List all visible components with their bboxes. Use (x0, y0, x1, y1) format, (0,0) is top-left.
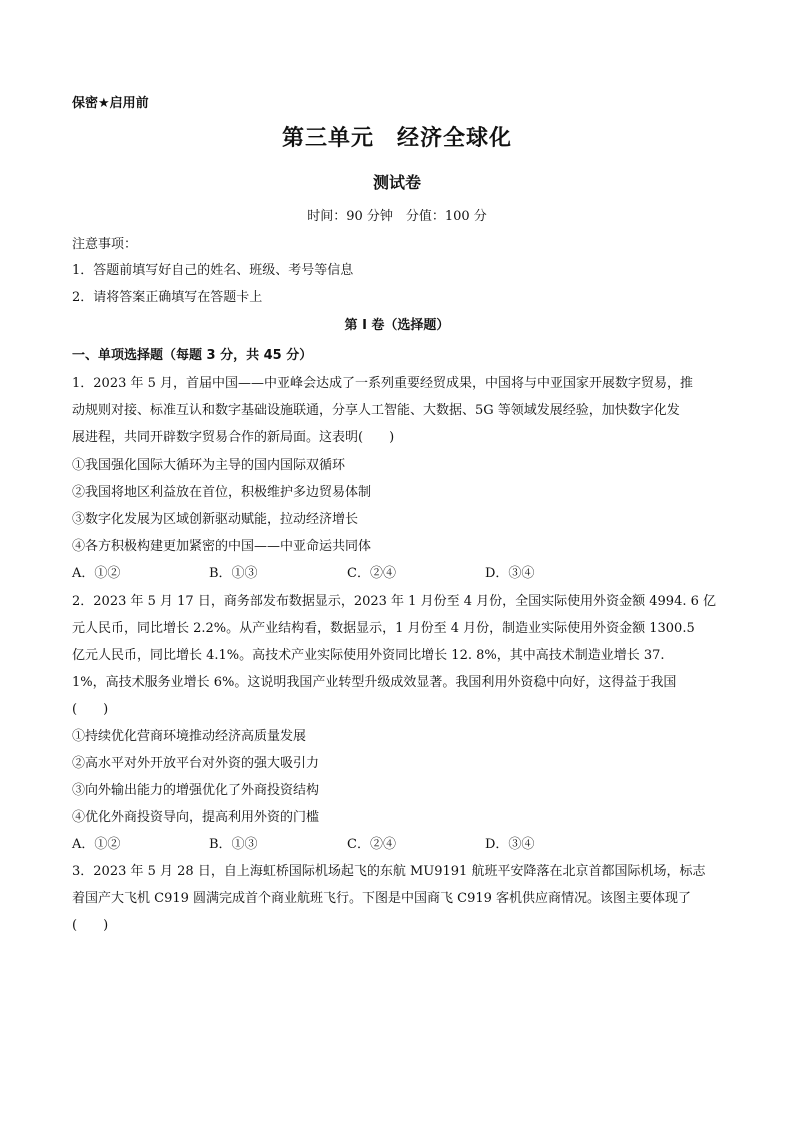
statement: ③向外输出能力的增强优化了外商投资结构 (72, 783, 320, 798)
option-b: B．①③ (209, 837, 258, 852)
statement: ①我国强化国际大循环为主导的国内国际双循环 (72, 458, 346, 473)
question-text-line: 2．2023 年 5 月 17 日，商务部发布数据显示，2023 年 1 月份至 4 月份，全国实际使用外资金额 4994. 6 亿 (72, 594, 717, 609)
option-a: A．①② (72, 566, 121, 581)
question-text-line: 元人民币，同比增长 2.2%。从产业结构看，数据显示，1 月份至 4 月份，制造业实际使用外资金额 1300.5 (72, 621, 695, 636)
option-c: C．②④ (347, 837, 396, 852)
option-c: C．②④ (347, 566, 396, 581)
statement: ②高水平对外开放平台对外资的强大吸引力 (72, 756, 320, 771)
option-d: D．③④ (485, 566, 535, 581)
statement: ④优化外商投资导向，提高利用外资的门槛 (72, 810, 320, 825)
question-text-line: 亿元人民币，同比增长 4.1%。高技术产业实际使用外资同比增长 12. 8%，其中高技术制造业增长 37. (72, 648, 665, 663)
statement: ①持续优化营商环境推动经济高质量发展 (72, 729, 307, 744)
statement: ②我国将地区利益放在首位，积极维护多边贸易体制 (72, 485, 372, 500)
page-subtitle: 测试卷 (372, 173, 421, 192)
statement: ④各方积极构建更加紧密的中国——中亚命运共同体 (72, 539, 372, 554)
question-text-line: 1．2023 年 5 月，首届中国——中亚峰会达成了一系列重要经贸成果，中国将与中亚国家开展数字贸易，推 (72, 376, 694, 391)
note-item: 2．请将答案正确填写在答题卡上 (72, 290, 263, 305)
notes-heading: 注意事项： (72, 237, 138, 252)
option-d: D．③④ (485, 837, 535, 852)
time-score-info: 时间：90 分钟 分值：100 分 (307, 209, 487, 224)
question-text-line: ( ) (72, 702, 109, 717)
page-title: 第三单元 经济全球化 (281, 126, 512, 151)
question-text-line: 1%，高技术服务业增长 6%。这说明我国产业转型升级成效显著。我国利用外资稳中向好，这得益于我国 (72, 675, 677, 690)
note-item: 1．答题前填写好自己的姓名、班级、考号等信息 (72, 263, 354, 278)
question-text-line: 展进程，共同开辟数字贸易合作的新局面。这表明( ) (72, 430, 395, 445)
confidential-label: 保密★启用前 (72, 96, 149, 111)
question-text-line: 动规则对接、标准互认和数字基础设施联通，分享人工智能、大数据、5G 等领域发展经验，加快数字化发 (72, 403, 680, 418)
section-heading: 一、单项选择题（每题 3 分，共 45 分） (72, 348, 313, 363)
question-text-line: ( ) (72, 918, 109, 933)
option-b: B．①③ (209, 566, 258, 581)
option-a: A．①② (72, 837, 121, 852)
part-title: 第 I 卷（选择题） (344, 318, 450, 333)
statement: ③数字化发展为区域创新驱动赋能，拉动经济增长 (72, 512, 359, 527)
question-text-line: 着国产大飞机 C919 圆满完成首个商业航班飞行。下图是中国商飞 C919 客机供应商情况。该图主要体现了 (72, 891, 692, 906)
question-text-line: 3．2023 年 5 月 28 日，自上海虹桥国际机场起飞的东航 MU9191 航班平安降落在北京首都国际机场，标志 (72, 864, 706, 879)
